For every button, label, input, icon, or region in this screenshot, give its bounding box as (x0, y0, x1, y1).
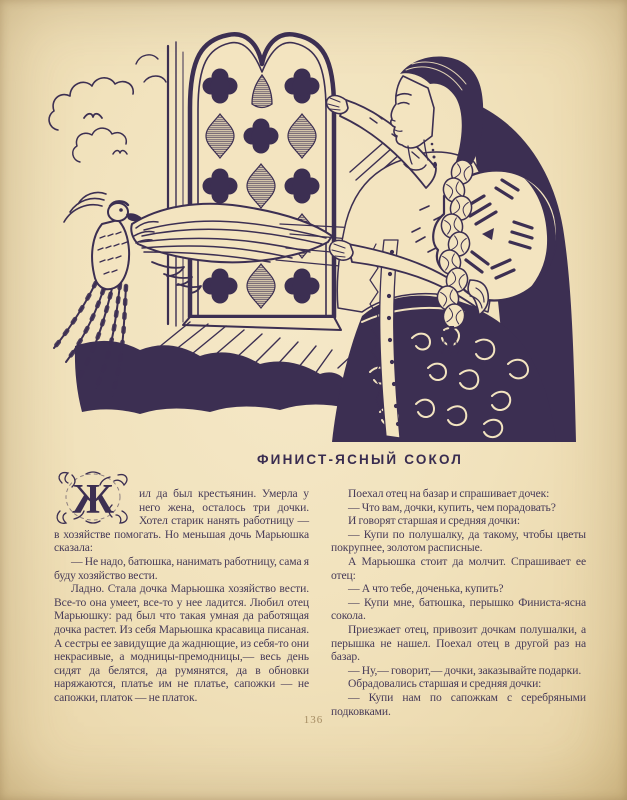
clouds (49, 55, 166, 162)
paragraph-first (54, 477, 309, 555)
lattice-shutter (183, 34, 341, 330)
face (391, 76, 434, 148)
left-column (54, 477, 309, 718)
text-columns (54, 477, 586, 718)
maryushka (326, 56, 576, 442)
paragraph: — Купи мне, батюшка, перышко Финиста-ясна сокола. (331, 595, 586, 623)
paragraph: — Ну,— говорит,— дочки, заказывайте подарки. (348, 663, 582, 677)
drop-cap-ornament (54, 469, 132, 525)
paragraph: — Купи по полушалку, да такому, чтобы цветы покрупнее, золотом расписные. (331, 527, 586, 555)
paragraph: Обрадовались старшая и средняя дочки: (348, 677, 542, 691)
story-title: ФИНИСТ-ЯСНЫЙ СОКОЛ (256, 452, 464, 467)
paragraph: — Что вам, дочки, купить, чем порадовать? (348, 500, 556, 514)
paragraph: И говорят старшая и средняя дочки: (348, 514, 521, 528)
drop-cap (54, 469, 132, 525)
paragraph-text: ил да был крестьянин. Умерла у него жена, осталось три дочки. Хотел старик нанять работницу — в хозяйстве помогать. Но меньшая дочь Марьюшка сказала: (54, 487, 309, 555)
paragraph: — Купи нам по сапожкам с серебряными подковками. (331, 690, 586, 718)
window-frame (168, 42, 183, 326)
paragraph: А Марьюшка стоит да молчит. Спрашивает ее отец: (331, 554, 586, 582)
paragraph: — Не надо, батюшка, нанимать работницу, сама я буду хозяйство вести. (54, 554, 309, 582)
story-illustration (40, 12, 600, 444)
paragraph: Приезжает отец, привозит дочкам полушалки, а перышка не нашел. Поехал отец в другой раз на базар. (331, 622, 586, 664)
paragraph: — А что тебе, доченька, купить? (348, 582, 504, 596)
right-column (331, 487, 586, 718)
page-number: 136 (303, 714, 324, 726)
paragraph: Поехал отец на базар и спрашивает дочек: (348, 487, 550, 500)
paragraph: Ладно. Стала дочка Марьюшка хозяйство вести. Все-то она умеет, все-то у нее ладится. Любил отец Марьюшку: рад был что такая умная да работящая дочка растет. Из себя Марьюшка красавица писаная. А сестры ее завидущие да жаднющие, из себя-то они некрасивые, а модницы-премодницы,— весь день сидят да белятся, да румянятся, да в обновки наряжаются, платье им не платье, сапожки — не сапожки, платок — не платок. (54, 582, 309, 704)
drop-cap-letter: Ж (72, 477, 114, 523)
